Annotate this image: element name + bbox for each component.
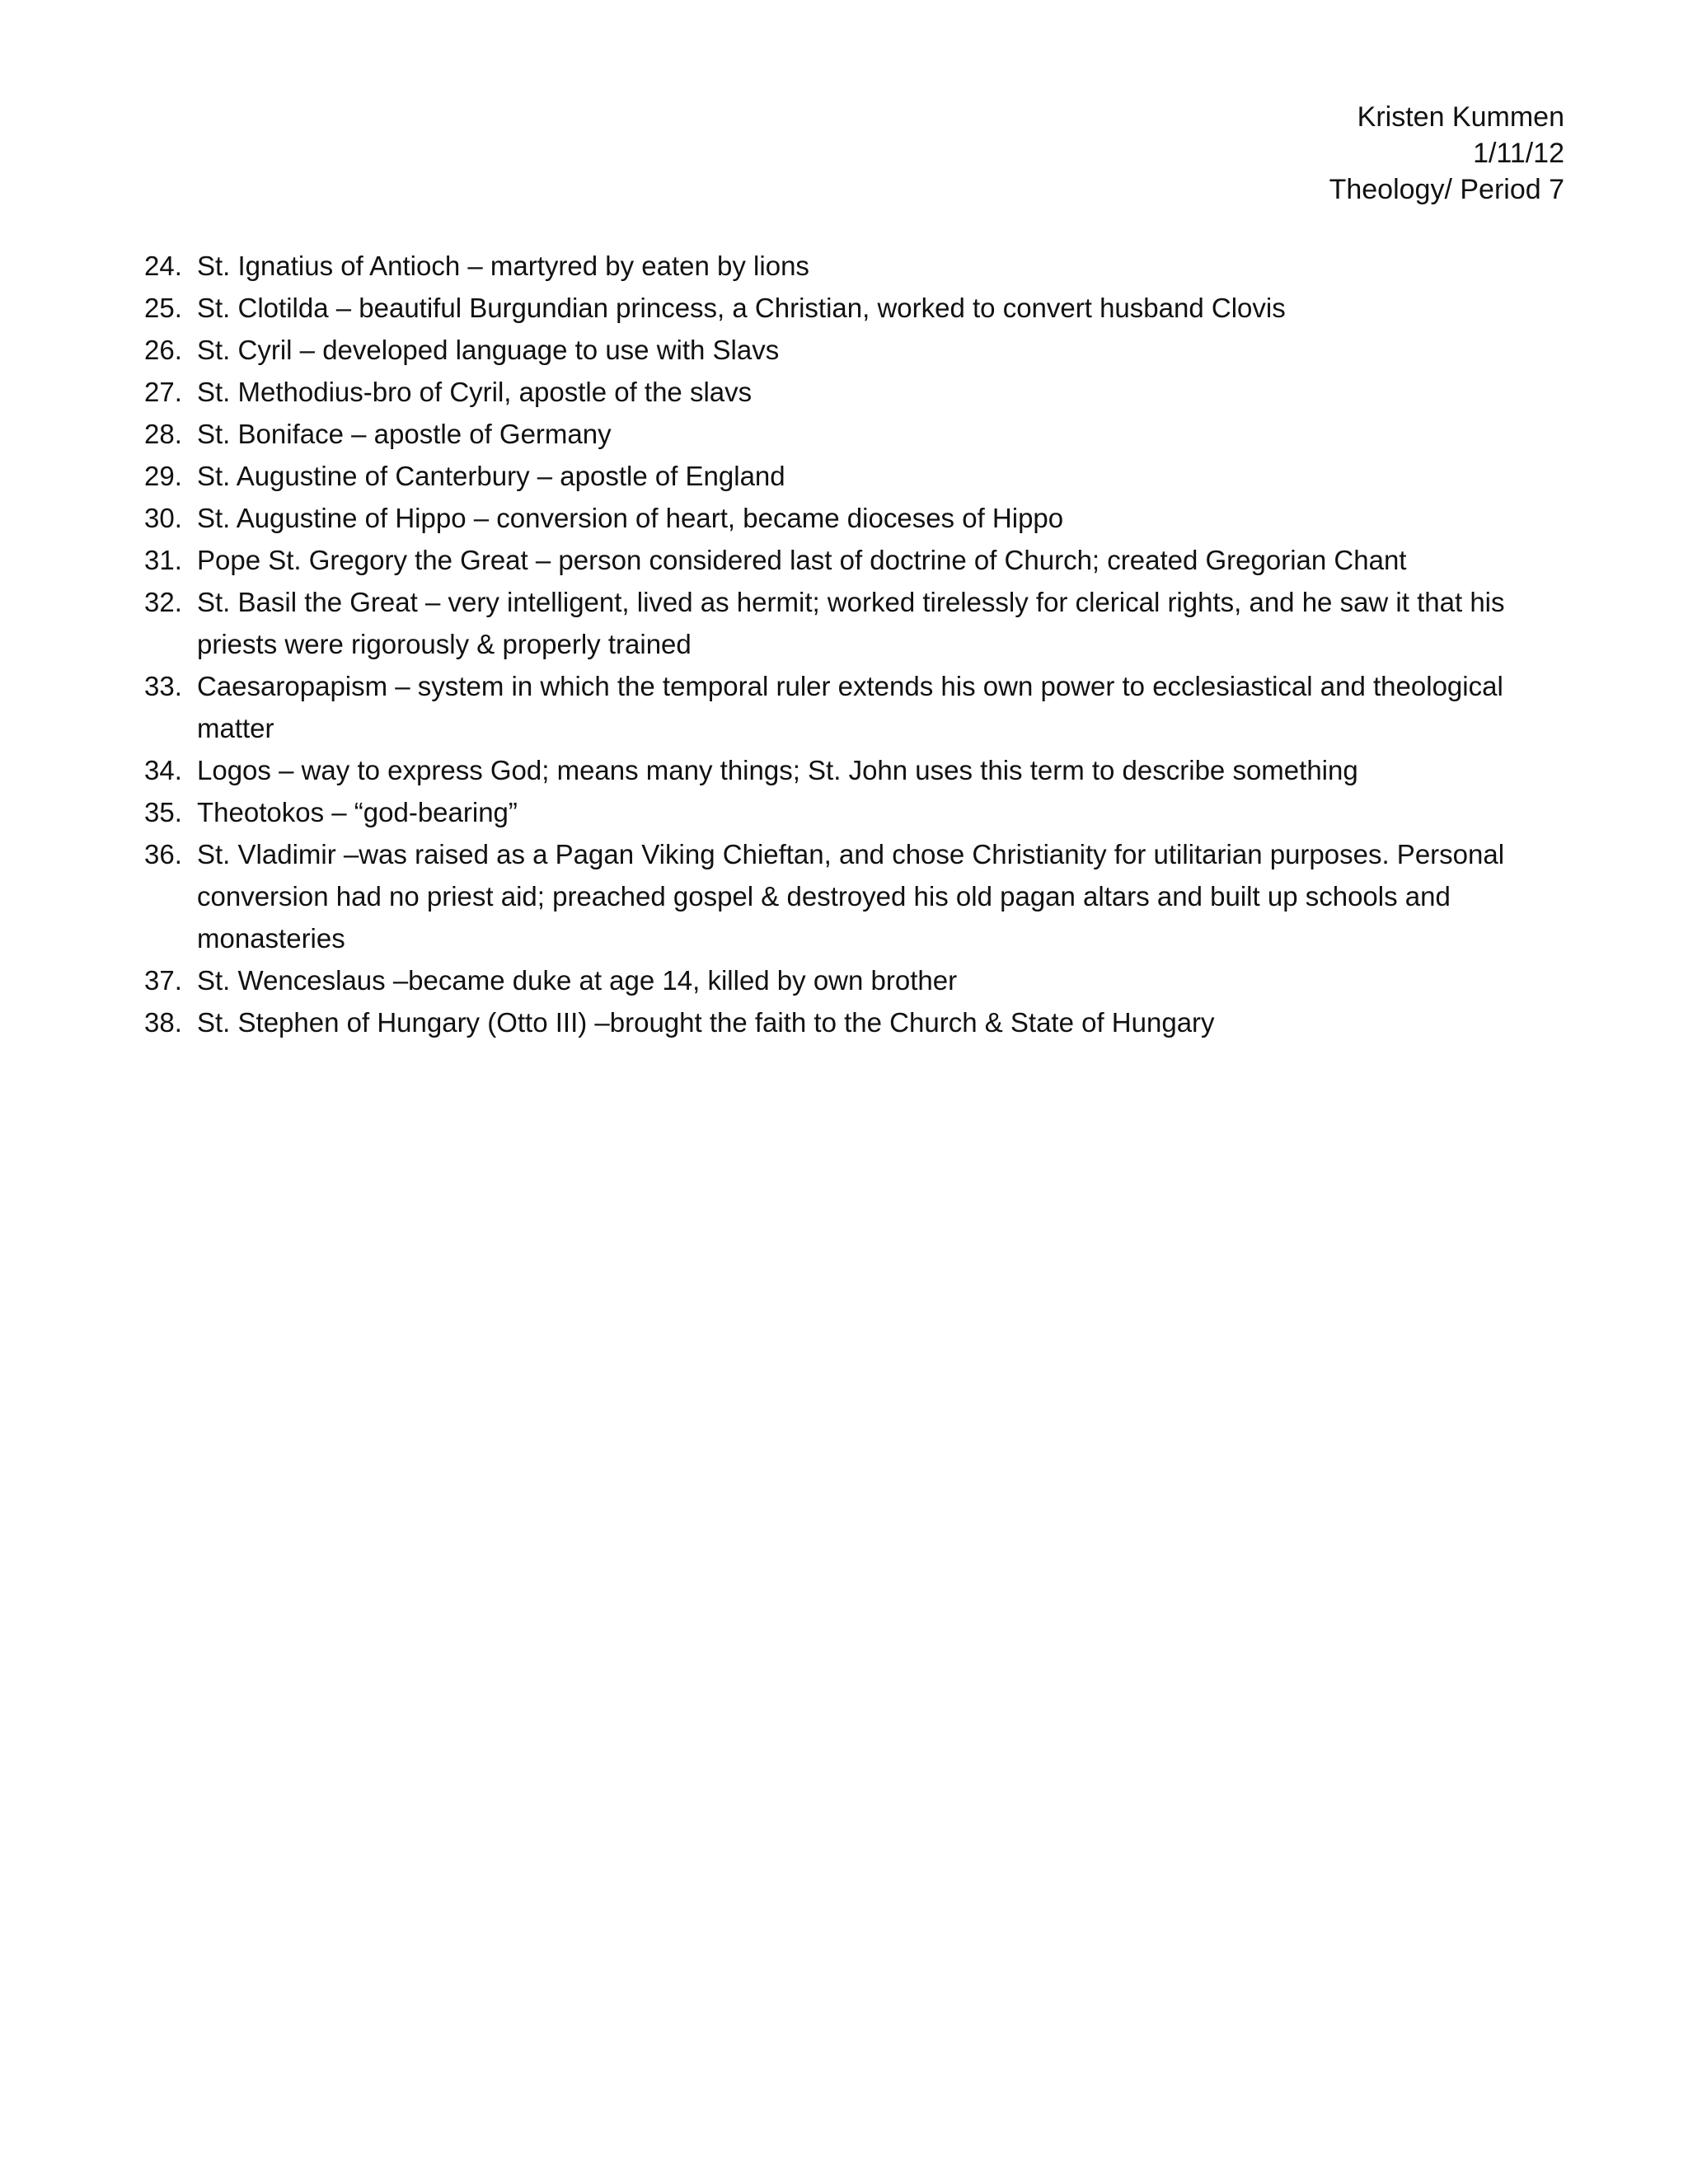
list-item [144, 287, 1570, 329]
list-item-text: St. Basil the Great – very intelligent, lived as hermit; worked tirelessly for clerical rights, and he saw it that his priests were rigorously & properly trained [197, 587, 1505, 659]
list-item-number: 26. [144, 335, 182, 365]
list-item-text: St. Clotilda – beautiful Burgundian princess, a Christian, worked to convert husband Clovis [197, 293, 1286, 323]
list-item [144, 833, 1570, 959]
list-item-text: Pope St. Gregory the Great – person considered last of doctrine of Church; created Gregorian Chant [197, 545, 1407, 575]
list-item-number: 37. [144, 965, 182, 996]
list-item [144, 329, 1570, 371]
list-item-text: St. Vladimir –was raised as a Pagan Viking Chieftan, and chose Christianity for utilitarian purposes. Personal conversion had no priest aid; preached gospel & destroyed his old pagan altars and built up schools and monasteries [197, 839, 1505, 954]
list-item-number: 34. [144, 755, 182, 785]
list-item-text: St. Stephen of Hungary (Otto III) –brought the faith to the Church & State of Hungary [197, 1007, 1215, 1038]
list-item-number: 28. [144, 419, 182, 449]
list-item [144, 959, 1570, 1001]
list-item-number: 25. [144, 293, 182, 323]
list-item-text: St. Augustine of Hippo – conversion of heart, became dioceses of Hippo [197, 503, 1064, 533]
list-item [144, 497, 1570, 539]
list-item-number: 29. [144, 461, 182, 491]
list-item-number: 35. [144, 797, 182, 827]
list-item-text: St. Cyril – developed language to use with Slavs [197, 335, 780, 365]
list-item-number: 24. [144, 251, 182, 281]
list-item-number: 30. [144, 503, 182, 533]
document-header [987, 99, 1564, 208]
list-item [144, 665, 1570, 749]
list-item-text: St. Boniface – apostle of Germany [197, 419, 612, 449]
list-item-text: St. Ignatius of Antioch – martyred by eaten by lions [197, 251, 809, 281]
student-name: Kristen Kummen [1357, 101, 1564, 133]
list-item-number: 31. [144, 545, 182, 575]
list-item-number: 38. [144, 1007, 182, 1038]
list-item-text: St. Augustine of Canterbury – apostle of England [197, 461, 785, 491]
list-item [144, 791, 1570, 833]
document-date: 1/11/12 [1473, 138, 1564, 169]
list-item-number: 33. [144, 671, 182, 701]
list-item [144, 413, 1570, 455]
list-item-text: St. Wenceslaus –became duke at age 14, killed by own brother [197, 965, 958, 996]
list-item [144, 245, 1570, 287]
list-item-text: Theotokos – “god-bearing” [197, 797, 518, 827]
list-item [144, 581, 1570, 665]
list-item [144, 539, 1570, 581]
list-item-number: 32. [144, 587, 182, 617]
list-item-text: Logos – way to express God; means many things; St. John uses this term to describe something [197, 755, 1358, 785]
numbered-list [144, 245, 1570, 1043]
list-item [144, 749, 1570, 791]
class-period: Theology/ Period 7 [1329, 174, 1564, 205]
list-item [144, 1001, 1570, 1043]
list-item [144, 371, 1570, 413]
list-item-text: Caesaropapism – system in which the temporal ruler extends his own power to ecclesiastical and theological matter [197, 671, 1503, 743]
list-item-text: St. Methodius-bro of Cyril, apostle of the slavs [197, 377, 753, 407]
list-item-number: 27. [144, 377, 182, 407]
list-item [144, 455, 1570, 497]
list-item-number: 36. [144, 839, 182, 869]
